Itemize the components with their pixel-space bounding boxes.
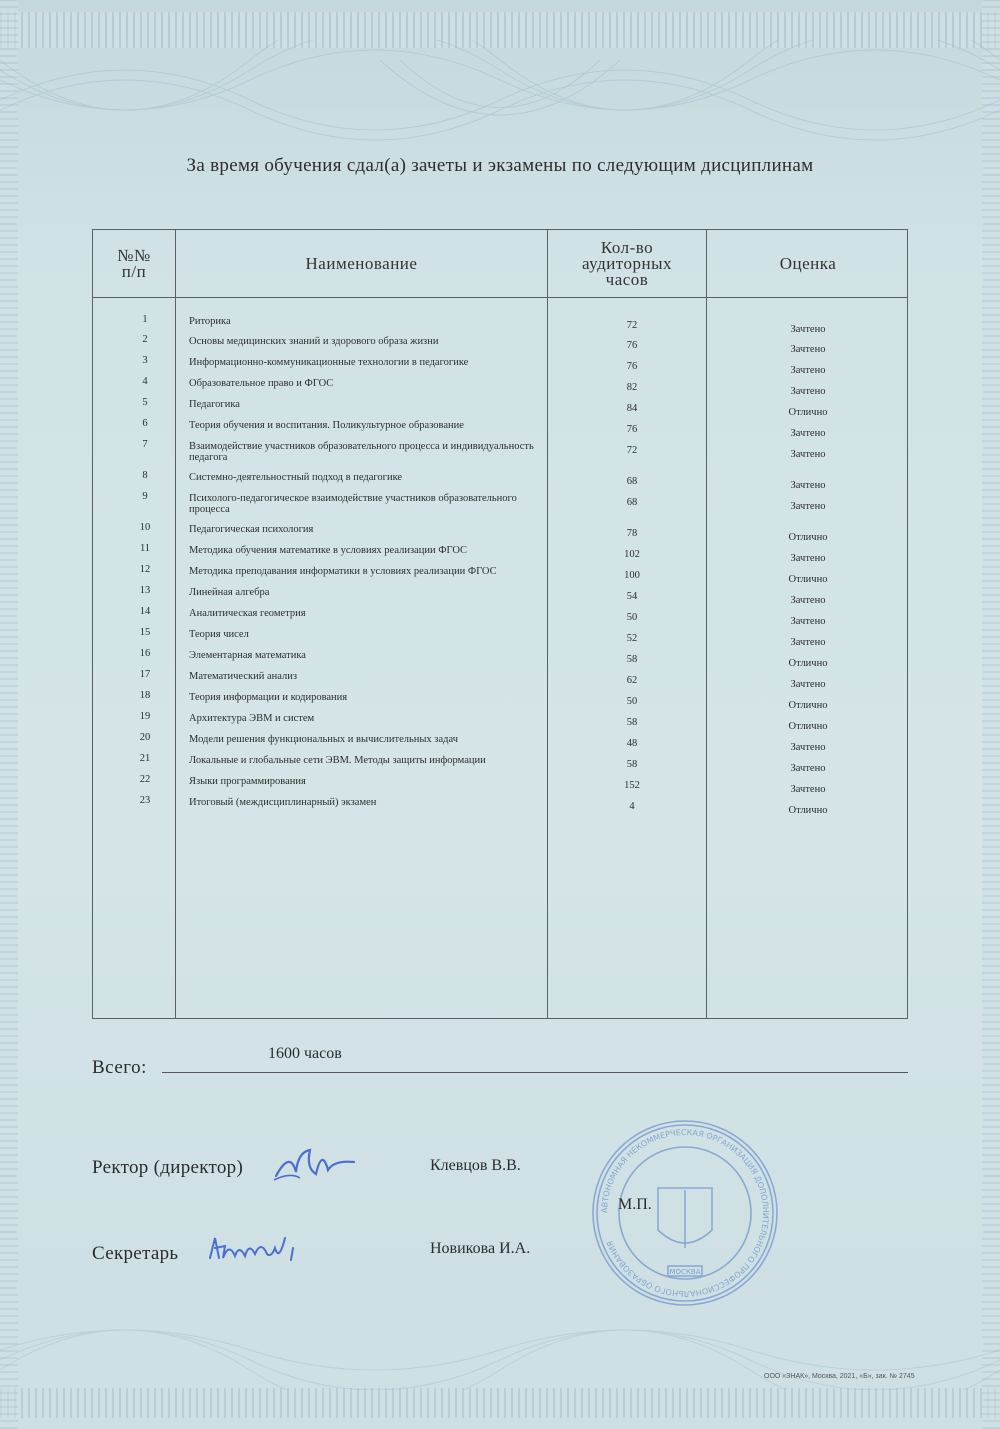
row-discipline-name: Архитектура ЭВМ и систем xyxy=(189,713,315,724)
header-grade: Оценка xyxy=(779,253,837,273)
row-grade: Отлично xyxy=(788,532,828,543)
row-grade: Зачтено xyxy=(790,501,826,512)
row-hours: 58 xyxy=(626,717,638,728)
row-discipline-name: Итоговый (междисциплинарный) экзамен xyxy=(189,797,377,808)
row-grade: Отлично xyxy=(788,407,828,418)
row-hours: 48 xyxy=(626,738,638,749)
row-grade: Зачтено xyxy=(790,595,826,606)
row-hours: 68 xyxy=(626,497,638,508)
row-grade: Зачтено xyxy=(790,742,826,753)
row-hours: 76 xyxy=(626,340,638,351)
row-hours: 58 xyxy=(626,759,638,770)
row-discipline-name: Основы медицинских знаний и здорового образа жизни xyxy=(189,336,439,347)
row-number: 7 xyxy=(142,439,148,450)
row-discipline-name: Элементарная математика xyxy=(189,650,306,661)
svg-text:МОСКВА: МОСКВА xyxy=(669,1268,701,1276)
header-number: №№ п/п xyxy=(117,245,151,281)
row-number: 17 xyxy=(139,669,151,680)
row-grade: Зачтено xyxy=(790,386,826,397)
row-number: 19 xyxy=(139,711,151,722)
row-discipline-name: Информационно-коммуникационные технологии в педагогике xyxy=(189,357,469,368)
row-hours: 4 xyxy=(629,801,635,812)
total-label: Всего: xyxy=(92,1057,147,1078)
row-hours: 152 xyxy=(624,780,640,791)
right-ornament-band xyxy=(982,0,1000,1429)
row-discipline-name: Модели решения функциональных и вычислительных задач xyxy=(189,734,458,745)
row-hours: 54 xyxy=(626,591,638,602)
row-number: 3 xyxy=(142,355,148,366)
header-hours: Кол-во аудиторных часов xyxy=(581,237,673,289)
row-number: 18 xyxy=(139,690,151,701)
row-grade: Зачтено xyxy=(790,616,826,627)
row-discipline-name: Системно-деятельностный подход в педагогике xyxy=(189,472,403,483)
row-grade: Зачтено xyxy=(790,324,826,335)
row-grade: Отлично xyxy=(788,805,828,816)
row-grade: Зачтено xyxy=(790,428,826,439)
row-number: 8 xyxy=(142,470,148,481)
page-heading: За время обучения сдал(а) зачеты и экзамены по следующим дисциплинам xyxy=(186,155,814,176)
left-ornament-band xyxy=(0,0,18,1429)
header-name: Наименование xyxy=(305,253,418,273)
row-hours: 82 xyxy=(626,382,638,393)
row-discipline-name: Риторика xyxy=(189,316,231,327)
row-grade: Зачтено xyxy=(790,365,826,376)
row-discipline-name: Теория чисел xyxy=(189,629,249,640)
row-number: 13 xyxy=(139,585,151,596)
row-grade: Отлично xyxy=(788,574,828,585)
printer-imprint: ООО «ЗНАК», Москва, 2021, «Б», зак. № 2745 xyxy=(764,1373,915,1380)
row-number: 9 xyxy=(142,491,148,502)
total-value: 1600 часов xyxy=(268,1045,342,1062)
row-discipline-name: Педагогика xyxy=(189,399,240,410)
row-hours: 68 xyxy=(626,476,638,487)
column-divider xyxy=(175,230,176,1018)
row-number: 12 xyxy=(139,564,151,575)
row-discipline-name: Образовательное право и ФГОС xyxy=(189,378,334,389)
total-underline xyxy=(162,1072,908,1073)
row-number: 10 xyxy=(139,522,151,533)
row-number: 1 xyxy=(142,314,148,325)
row-discipline-name: Локальные и глобальные сети ЭВМ. Методы защиты информации xyxy=(189,755,486,766)
row-hours: 72 xyxy=(626,320,638,331)
row-grade: Зачтено xyxy=(790,763,826,774)
row-discipline-name: Языки программирования xyxy=(189,776,306,787)
row-grade: Зачтено xyxy=(790,637,826,648)
row-discipline-name: Аналитическая геометрия xyxy=(189,608,306,619)
row-hours: 84 xyxy=(626,403,638,414)
row-discipline-name: Методика обучения математике в условиях реализации ФГОС xyxy=(189,545,468,556)
row-number: 6 xyxy=(142,418,148,429)
guilloche-ornament-top xyxy=(0,40,1000,170)
row-hours: 52 xyxy=(626,633,638,644)
rector-label: Ректор (директор) xyxy=(92,1157,244,1178)
rector-signature xyxy=(270,1140,360,1185)
row-hours: 100 xyxy=(624,570,640,581)
row-number: 14 xyxy=(139,606,151,617)
row-grade: Зачтено xyxy=(790,449,826,460)
row-grade: Зачтено xyxy=(790,480,826,491)
row-grade: Зачтено xyxy=(790,553,826,564)
row-number: 22 xyxy=(139,774,151,785)
row-number: 20 xyxy=(139,732,151,743)
row-number: 23 xyxy=(139,795,151,806)
bottom-ornament-band xyxy=(0,1388,1000,1418)
row-hours: 78 xyxy=(626,528,638,539)
row-hours: 76 xyxy=(626,361,638,372)
row-grade: Зачтено xyxy=(790,784,826,795)
row-grade: Зачтено xyxy=(790,679,826,690)
row-hours: 102 xyxy=(624,549,640,560)
header-divider xyxy=(93,297,907,298)
row-discipline-name: Методика преподавания информатики в условиях реализации ФГОС xyxy=(189,566,497,577)
row-hours: 50 xyxy=(626,696,638,707)
row-discipline-name: Теория обучения и воспитания. Поликультурное образование xyxy=(189,420,464,431)
disciplines-table xyxy=(92,229,908,1019)
row-discipline-name: Взаимодействие участников образовательного процесса и индивидуальность педагога xyxy=(189,441,534,463)
row-hours: 76 xyxy=(626,424,638,435)
row-number: 15 xyxy=(139,627,151,638)
row-number: 4 xyxy=(142,376,148,387)
rector-name: Клевцов В.В. xyxy=(430,1157,521,1174)
row-discipline-name: Психолого-педагогическое взаимодействие участников образовательного процесса xyxy=(189,493,517,515)
row-discipline-name: Математический анализ xyxy=(189,671,298,682)
row-hours: 62 xyxy=(626,675,638,686)
row-number: 16 xyxy=(139,648,151,659)
row-discipline-name: Линейная алгебра xyxy=(189,587,270,598)
row-discipline-name: Теория информации и кодирования xyxy=(189,692,348,703)
svg-text:АВТОНОМНАЯ НЕКОММЕРЧЕСКАЯ ОРГА: АВТОНОМНАЯ НЕКОММЕРЧЕСКАЯ ОРГАНИЗАЦИЯ ДОПОЛНИТЕЛЬНОГО ПРОФЕССИОНАЛЬНОГО ОБРАЗОВАНИЯ xyxy=(599,1127,771,1299)
row-hours: 50 xyxy=(626,612,638,623)
row-number: 5 xyxy=(142,397,148,408)
row-grade: Отлично xyxy=(788,700,828,711)
row-number: 11 xyxy=(139,543,151,554)
row-number: 21 xyxy=(139,753,151,764)
row-grade: Зачтено xyxy=(790,344,826,355)
row-grade: Отлично xyxy=(788,721,828,732)
secretary-signature xyxy=(205,1228,305,1268)
row-grade: Отлично xyxy=(788,658,828,669)
row-discipline-name: Педагогическая психология xyxy=(189,524,314,535)
secretary-name: Новикова И.А. xyxy=(430,1240,531,1257)
row-hours: 72 xyxy=(626,445,638,456)
seal-placeholder-label: М.П. xyxy=(618,1196,652,1213)
row-hours: 58 xyxy=(626,654,638,665)
secretary-label: Секретарь xyxy=(92,1243,179,1264)
row-number: 2 xyxy=(142,334,148,345)
